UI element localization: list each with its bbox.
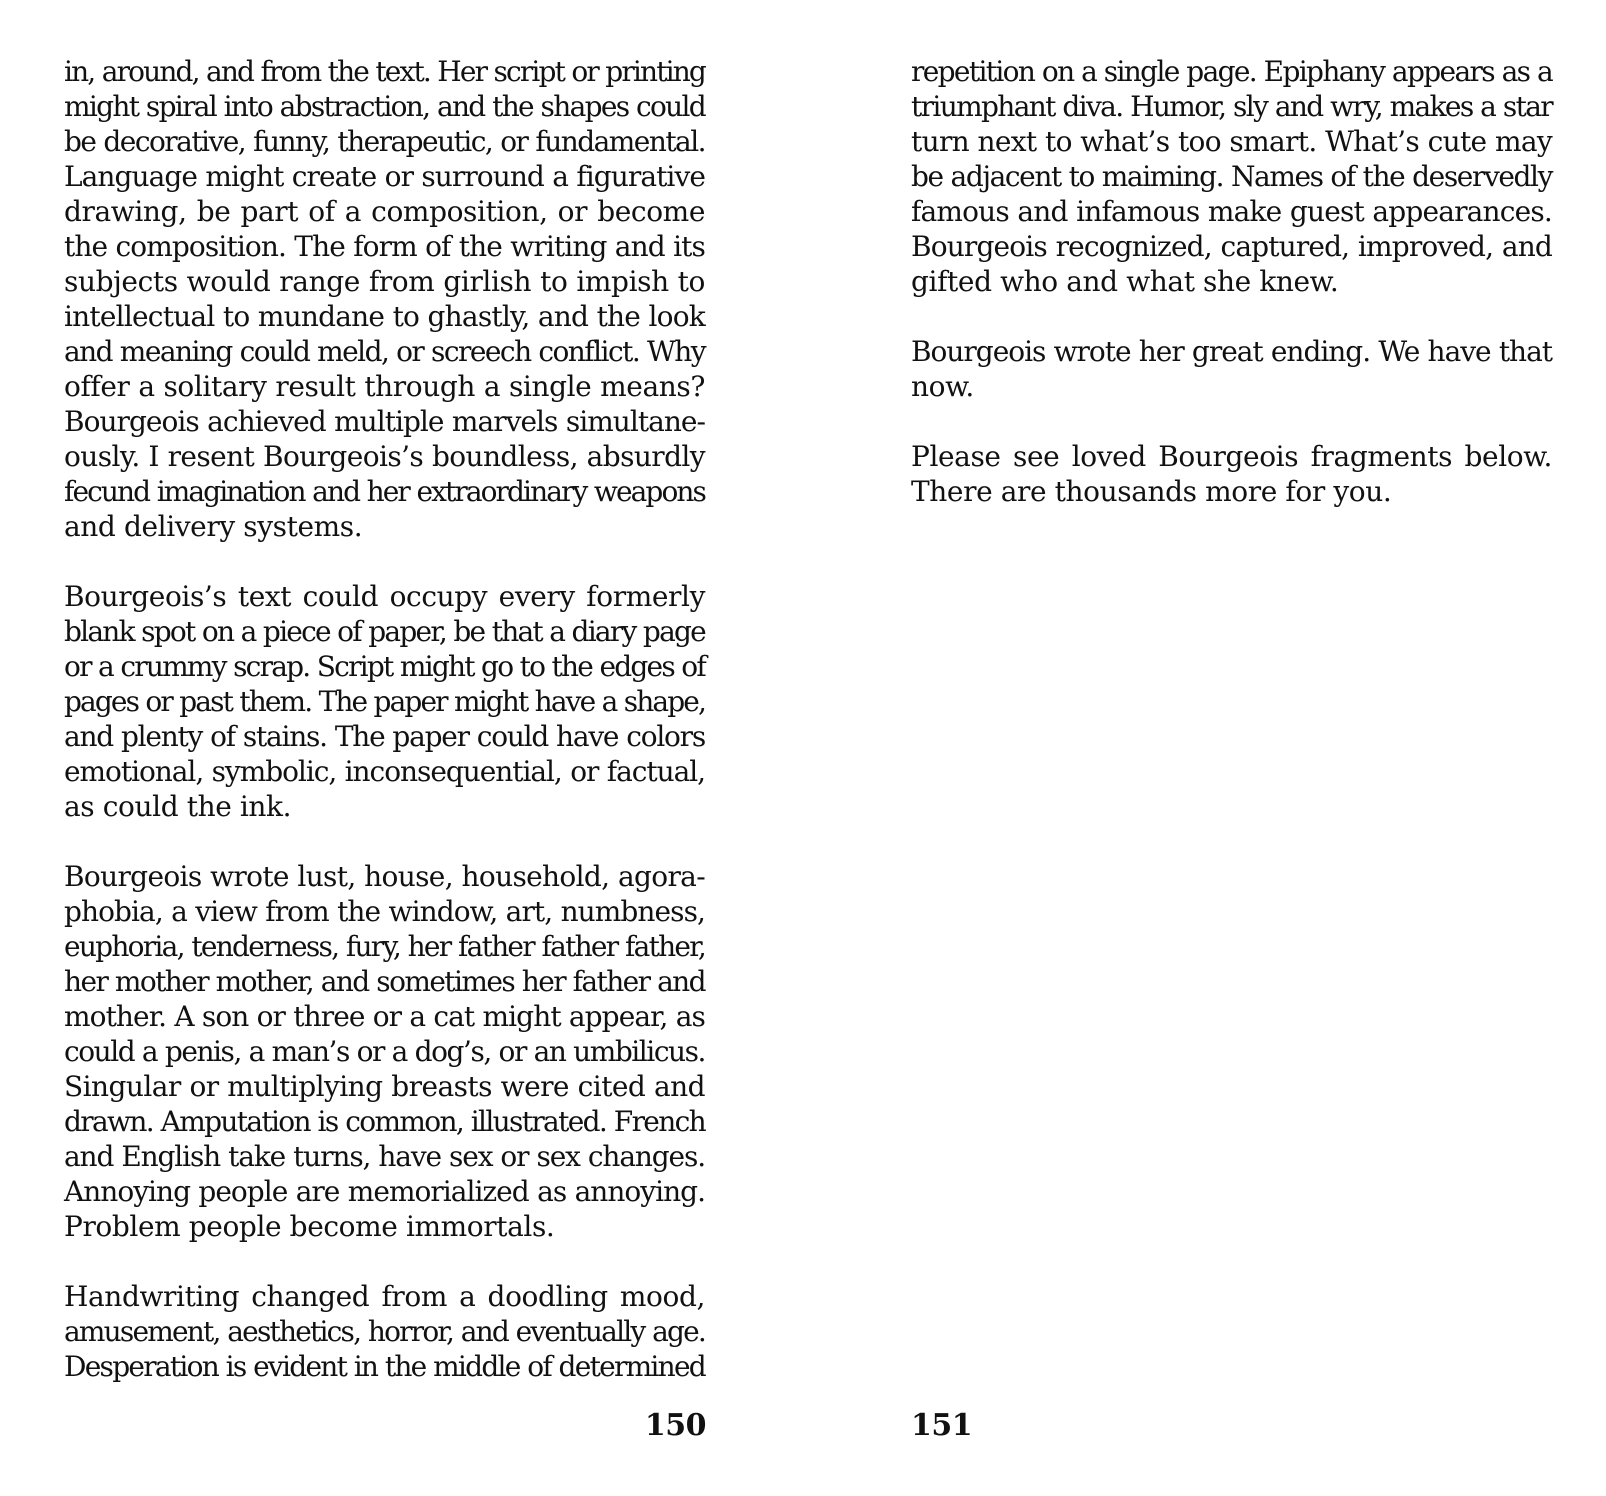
right-page [803,0,1606,1496]
text-line: famous and infamous make guest appearances. [911,195,1552,228]
text-line: could a penis, a man’s or a dog’s, or an umbilicus. [64,1035,705,1068]
text-line: Annoying people are memorialized as annoying. [64,1175,705,1208]
text-line: drawn. Amputation is common, illustrated. French [64,1105,705,1138]
text-line: amusement, aesthetics, horror, and eventually age. [64,1315,705,1348]
text-line: gifted who and what she knew. [911,265,1339,298]
text-line: her mother mother, and sometimes her father and [64,965,705,998]
text-line: turn next to what’s too smart. What’s cute may [911,125,1552,158]
text-line: ously. I resent Bourgeois’s boundless, absurdly [64,440,705,473]
right-page-text [911,54,1552,544]
text-line: Please see loved Bourgeois fragments below. [911,440,1552,473]
text-line: drawing, be part of a composition, or become [64,195,705,228]
text-line: mother. A son or three or a cat might appear, as [64,1000,705,1033]
text-line: as could the ink. [64,790,292,823]
paragraph [64,1279,705,1384]
text-line: and English take turns, have sex or sex changes. [64,1140,705,1173]
text-line: offer a solitary result through a single means? [64,370,705,403]
paragraph [64,54,705,544]
left-page-text [64,54,705,1419]
text-line: repetition on a single page. Epiphany appears as a [911,55,1552,88]
text-line: emotional, symbolic, inconsequential, or factual, [64,755,705,788]
text-line: Language might create or surround a figurative [64,160,705,193]
text-line: fecund imagination and her extraordinary weapons [64,475,705,508]
paragraph [64,859,705,1244]
text-line: Problem people become immortals. [64,1210,555,1243]
text-line: in, around, and from the text. Her script or printing [64,55,705,88]
text-line: pages or past them. The paper might have a shape, [64,685,705,718]
text-line: the composition. The form of the writing and its [64,230,705,263]
text-line: be adjacent to maiming. Names of the deservedly [911,160,1552,193]
page-number: 151 [911,1408,973,1443]
text-line: be decorative, funny, therapeutic, or fundamental. [64,125,705,158]
text-line: might spiral into abstraction, and the shapes could [64,90,705,123]
text-line: Bourgeois wrote her great ending. We have that [911,335,1552,368]
paragraph [911,334,1552,404]
text-line: Handwriting changed from a doodling mood, [64,1280,705,1313]
text-line: and meaning could meld, or screech conflict. Why [64,335,705,368]
text-line: There are thousands more for you. [911,475,1392,508]
text-line: phobia, a view from the window, art, numbness, [64,895,705,928]
text-line: or a crummy scrap. Script might go to the edges of [64,650,705,683]
text-line: subjects would range from girlish to impish to [64,265,705,298]
paragraph [64,579,705,824]
text-line: Bourgeois’s text could occupy every formerly [64,580,705,613]
text-line: and delivery systems. [64,510,363,543]
text-line: euphoria, tenderness, fury, her father father father, [64,930,705,963]
text-line: triumphant diva. Humor, sly and wry, makes a star [911,90,1552,123]
text-line: now. [911,370,974,403]
text-line: Bourgeois wrote lust, house, household, agora- [64,860,705,893]
paragraph [911,439,1552,509]
text-line: intellectual to mundane to ghastly, and the look [64,300,705,333]
paragraph [911,54,1552,299]
text-line: Bourgeois recognized, captured, improved, and [911,230,1552,263]
text-line: blank spot on a piece of paper, be that a diary page [64,615,705,648]
page-number: 150 [644,1408,706,1443]
text-line: Desperation is evident in the middle of determined [64,1350,705,1383]
text-line: and plenty of stains. The paper could have colors [64,720,705,753]
text-line: Bourgeois achieved multiple marvels simultane- [64,405,705,438]
text-line: Singular or multiplying breasts were cited and [64,1070,705,1103]
